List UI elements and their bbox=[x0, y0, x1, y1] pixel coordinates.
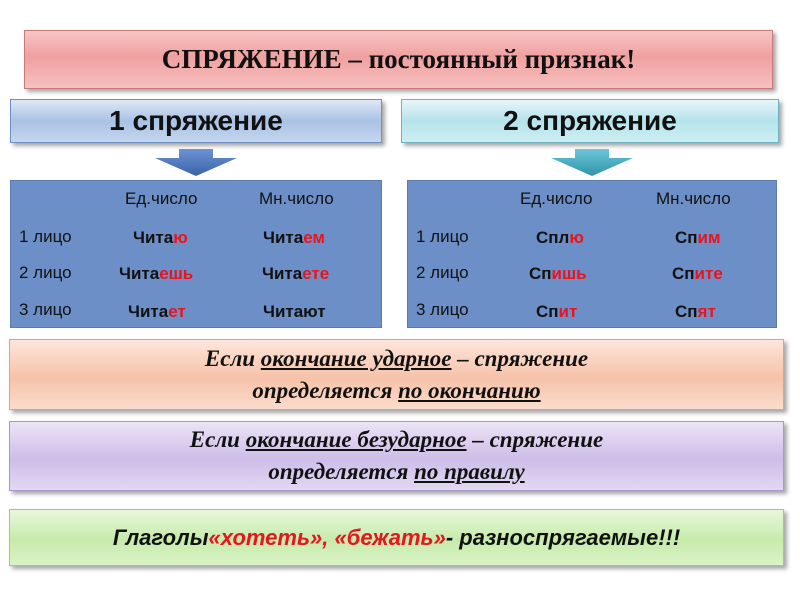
rule-unstressed-ending bbox=[9, 421, 784, 491]
verb-form: Читаешь bbox=[119, 264, 194, 283]
column-header-plural: Мн.число bbox=[656, 189, 731, 208]
rule-line: Если окончание ударное – спряжение bbox=[204, 345, 589, 371]
verb-form: Спим bbox=[675, 228, 721, 247]
person-label: 3 лицо bbox=[19, 300, 72, 319]
person-label: 1 лицо bbox=[19, 227, 72, 246]
verb-form: Спит bbox=[536, 302, 578, 321]
person-label: 2 лицо bbox=[19, 263, 72, 282]
rule-stressed-ending bbox=[9, 339, 784, 410]
person-label: 1 лицо bbox=[416, 227, 469, 246]
verb-form: Сплю bbox=[536, 228, 584, 247]
verb-form: Спят bbox=[675, 302, 716, 321]
column-header-plural: Мн.число bbox=[259, 189, 334, 208]
rule-line: определяется по окончанию bbox=[252, 377, 541, 403]
verb-form: Спишь bbox=[529, 264, 587, 283]
verb-form: Спите bbox=[672, 264, 723, 283]
column-header-singular: Ед.число bbox=[125, 189, 198, 208]
conjugation-1-table bbox=[10, 180, 382, 328]
verb-form: Читаю bbox=[133, 228, 188, 247]
person-label: 2 лицо bbox=[416, 263, 469, 282]
page-title: СПРЯЖЕНИЕ – постоянный признак! bbox=[24, 30, 773, 89]
verb-form: Читает bbox=[128, 302, 186, 321]
conjugation-2-heading: 2 спряжение bbox=[401, 99, 779, 143]
arrow-down-icon bbox=[551, 149, 633, 176]
verb-form: Читаете bbox=[262, 264, 330, 283]
irregular-verbs-note: Глаголы «хотеть», «бежать» - разноспрягаемые!!! bbox=[9, 509, 784, 566]
person-label: 3 лицо bbox=[416, 300, 469, 319]
verbs-list: «хотеть», «бежать» bbox=[208, 524, 446, 550]
column-header-singular: Ед.число bbox=[520, 189, 593, 208]
arrow-down-icon bbox=[155, 149, 237, 176]
rule-line: определяется по правилу bbox=[268, 459, 525, 484]
verb-form: Читают bbox=[263, 302, 326, 321]
conjugation-1-heading: 1 спряжение bbox=[10, 99, 382, 143]
rule-line: Если окончание безударное – спряжение bbox=[189, 427, 604, 452]
verb-form: Читаем bbox=[263, 228, 325, 247]
conjugation-2-table bbox=[407, 180, 777, 328]
